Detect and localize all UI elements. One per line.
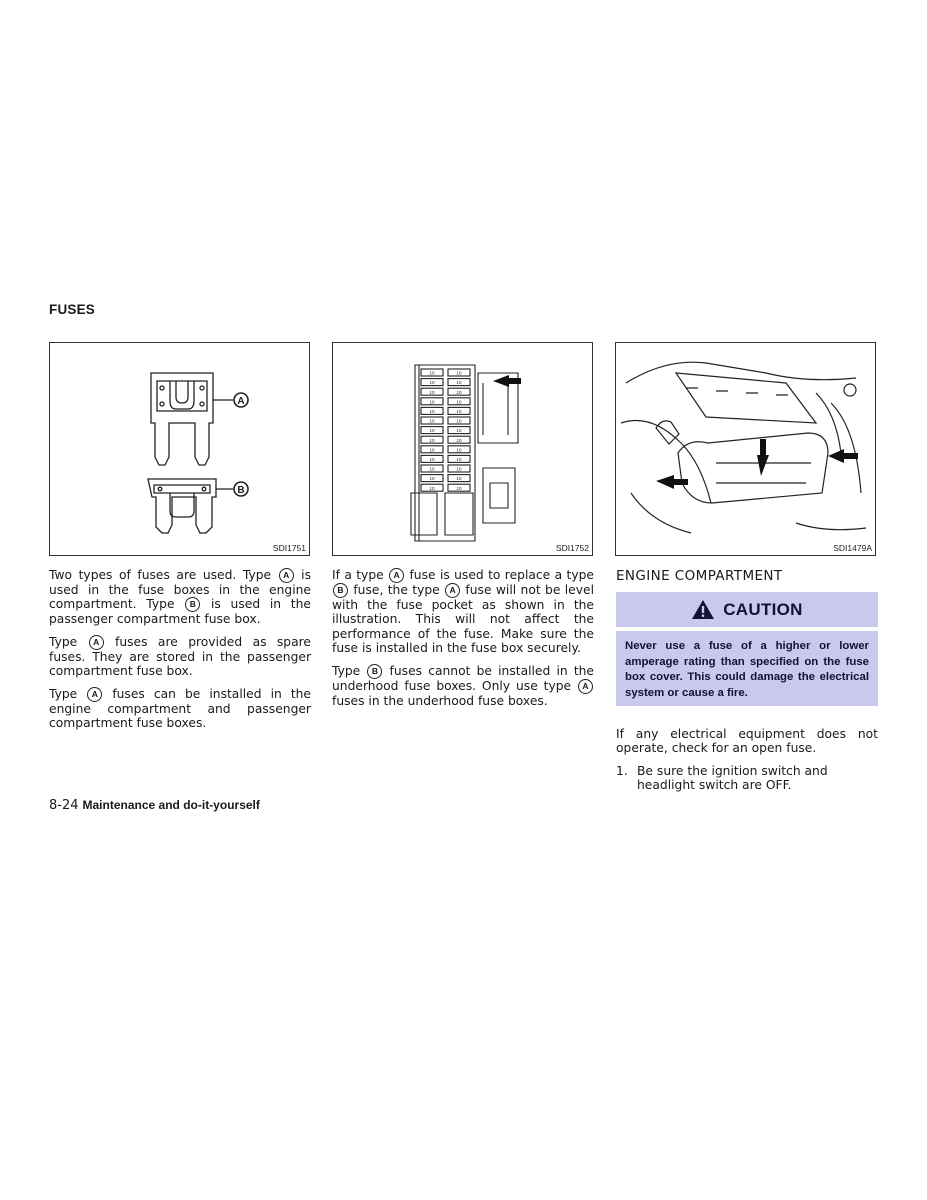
text-run: Type	[49, 634, 88, 649]
type-a-callout: A	[87, 687, 102, 702]
step-1	[616, 764, 878, 793]
type-a-callout: A	[445, 583, 460, 598]
text-run: fuses in the underhood fuse boxes.	[332, 693, 548, 708]
callout-b	[234, 482, 248, 496]
subheading-engine-compartment: ENGINE COMPARTMENT	[616, 568, 783, 584]
fuse-amperage-label: 10	[456, 466, 462, 472]
column-2	[332, 568, 594, 716]
figure-code: SDI1479A	[833, 543, 872, 553]
figure-code: SDI1751	[272, 543, 306, 553]
fuse-amperage-label: 10	[456, 418, 462, 424]
fuse-amperage-label: 10	[456, 437, 462, 443]
fuse-amperage-label: 10	[429, 485, 435, 491]
fuse-amperage-label: 10	[456, 476, 462, 482]
fuse-amperage-label: 10	[429, 466, 435, 472]
fuse-amperage-label: 10	[456, 409, 462, 414]
fuse-amperage-label: 10	[456, 380, 462, 386]
fuse-amperage-label: 10	[429, 380, 435, 386]
engine-compartment-illustration	[616, 343, 875, 555]
chapter-title: Maintenance and do-it-yourself	[82, 798, 260, 812]
fuse-amperage-label: 10	[429, 399, 435, 405]
caution-text: Never use a fuse of a higher or lower amperage rating than specified on the fuse box cover. This could damage the electrical system or cause a fire.	[616, 631, 878, 706]
column-3-text	[616, 727, 878, 793]
col1-paragraph-1	[49, 568, 311, 627]
figure-code: SDI1752	[555, 543, 589, 553]
text-run: fuses can be installed in the engine compartment and passenger compartment fuse boxes.	[49, 686, 312, 731]
text-run: fuses are provided as spare fuses. They are stored in the passenger compartment fuse box.	[49, 634, 311, 679]
fuse-rows	[421, 369, 470, 491]
fuse-amperage-label: 10	[429, 389, 435, 395]
text-run: Type	[332, 663, 367, 678]
text-run: is used in the fuse boxes in the engine compartment. Type	[49, 568, 311, 612]
fuse-types-illustration	[50, 343, 309, 555]
callout-b-label: B	[237, 485, 245, 496]
fuse-amperage-label: 10	[456, 457, 462, 462]
step-number: 1.	[616, 763, 628, 778]
text-run: Type	[49, 686, 87, 701]
col2-paragraph-1	[332, 568, 594, 656]
fuse-amperage-label: 10	[456, 370, 462, 376]
fuse-amperage-label: 10	[456, 485, 462, 491]
figure-engine-compartment	[615, 342, 876, 556]
step-text: Be sure the ignition switch and headlight switch are OFF.	[637, 763, 828, 793]
type-a-callout: A	[89, 635, 104, 650]
callout-a	[234, 393, 248, 407]
text-run: Two types of fuses are used. Type	[49, 568, 278, 582]
fuse-amperage-label: 10	[456, 389, 462, 395]
fuse-amperage-label: 10	[429, 437, 435, 443]
type-a-callout: A	[389, 568, 404, 583]
fuse-amperage-label: 10	[429, 457, 435, 462]
fuse-amperage-label: 10	[429, 409, 435, 414]
fuse-amperage-label: 10	[456, 428, 462, 434]
warning-triangle-icon	[691, 599, 715, 620]
text-run: fuse is used to replace a type	[405, 568, 594, 582]
fuse-amperage-label: 10	[456, 447, 462, 453]
type-a-callout: A	[279, 568, 294, 583]
fuse-amperage-label: 10	[429, 370, 435, 376]
type-b-callout: B	[367, 664, 382, 679]
fuse-amperage-label: 10	[429, 428, 435, 434]
figure-fuse-box	[332, 342, 593, 556]
type-a-callout: A	[578, 679, 593, 694]
page-footer	[49, 798, 260, 813]
fuse-amperage-label: 10	[429, 418, 435, 424]
caution-header	[616, 592, 878, 627]
callout-a-label: A	[237, 396, 245, 407]
col1-paragraph-2	[49, 635, 311, 679]
text-run: fuses cannot be installed in the underhood fuse boxes. Only use type	[332, 663, 595, 693]
col1-paragraph-3	[49, 687, 311, 731]
text-run: If a type	[332, 568, 389, 582]
fuse-amperage-label: 10	[429, 447, 435, 453]
fuse-amperage-label: 10	[429, 476, 435, 482]
text-run: fuse will not be level with the fuse pocket as shown in the illustration. This will not affect the performance of the fuse. Make sure the fuse is installed in the fuse box securely.	[332, 583, 594, 656]
section-title: FUSES	[49, 302, 96, 317]
column-1	[49, 568, 311, 738]
text-run: fuse, the type	[349, 583, 445, 597]
type-b-callout: B	[333, 583, 348, 598]
caution-label: CAUTION	[723, 599, 803, 619]
type-b-callout: B	[185, 597, 200, 612]
page-number: 8-24	[49, 798, 79, 813]
fuse-amperage-label: 10	[456, 399, 462, 405]
col3-paragraph: If any electrical equipment does not operate, check for an open fuse.	[616, 727, 878, 756]
figure-fuse-types	[49, 342, 310, 556]
fuse-box-illustration	[333, 343, 592, 555]
text-run: is used in the passenger compartment fuse box.	[49, 597, 311, 627]
col2-paragraph-2	[332, 664, 594, 708]
